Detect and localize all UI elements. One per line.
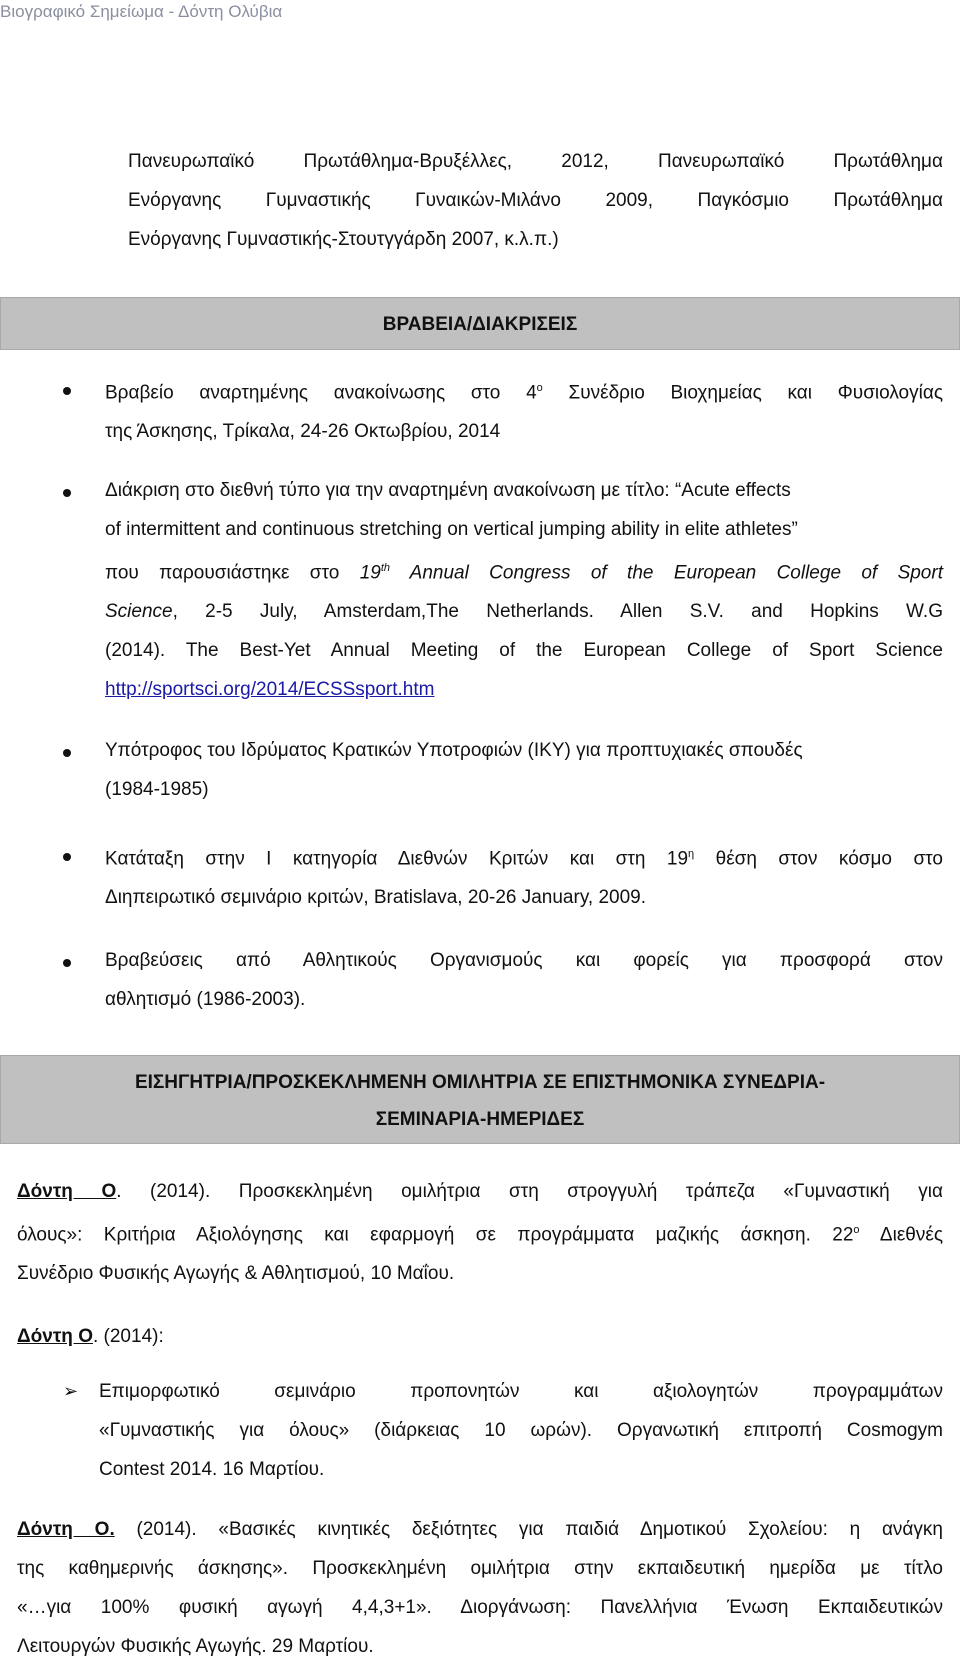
- speaker-entry: [17, 1172, 943, 1293]
- bullet-icon: [63, 749, 71, 757]
- entry-line: «Γυμναστικής για όλους» (διάρκειας 10 ωρών). Οργανωτική επιτροπή Cosmogym: [99, 1420, 943, 1441]
- award-line: της Άσκησης, Τρίκαλα, 24-26 Οκτωβρίου, 2014: [105, 421, 501, 443]
- award-item: [105, 471, 943, 709]
- section-heading-speaker: [0, 1055, 960, 1144]
- bullet-icon: [63, 489, 71, 497]
- bullet-icon: [63, 853, 71, 861]
- author-name: Δόντη Ο.: [17, 1519, 115, 1540]
- bullet-icon: [63, 387, 71, 395]
- award-line: Διηπειρωτικό σεμινάριο κριτών, Bratislava, 20-26 January, 2009.: [105, 887, 647, 909]
- entry-line: Δόντη Ο. (2014):: [17, 1326, 164, 1347]
- award-item: [105, 369, 943, 451]
- award-line: [105, 670, 943, 709]
- bullet-icon: [63, 959, 71, 967]
- award-line: Βραβείο αναρτημένης ανακοίνωσης στο $4^o$ Συνέδριο Βιοχημείας και Φυσιολογίας: [105, 382, 943, 404]
- award-item: [105, 941, 943, 1019]
- award-line: αθλητισμό (1986-2003).: [105, 989, 306, 1010]
- speaker-entry: [17, 1317, 943, 1356]
- award-line: Βραβεύσεις από Αθλητικούς Οργανισμούς και φορείς για προσφορά στον: [105, 950, 943, 971]
- award-line: Science, 2-5 July, Amsterdam,The Netherlands. Allen S.V. and Hopkins W.G: [105, 601, 943, 623]
- speaker-heading-line: ΕΙΣΗΓΗΤΡΙΑ/ΠΡΟΣΚΕΚΛΗΜΕΝΗ ΟΜΙΛΗΤΡΙΑ ΣΕ ΕΠΙΣΤΗΜΟΝΙΚΑ ΣΥΝΕΔΡΙΑ-: [134, 1072, 826, 1093]
- speaker-entry: [17, 1510, 943, 1666]
- intro-line: Ενόργανης Γυμναστικής-Στουτγγάρδη 2007, κ.λ.π.): [128, 229, 559, 250]
- entry-line: Λειτουργών Φυσικής Αγωγής. 29 Μαρτίου.: [17, 1636, 374, 1657]
- document-title: Βιογραφικό Σημείωμα - Δόντη Ολύβια: [0, 2, 283, 21]
- entry-line: Δόντη Ο. (2014). Προσκεκλημένη ομιλήτρια στη στρογγυλή τράπεζα «Γυμναστική για: [17, 1181, 943, 1202]
- speaker-heading-line: ΣΕΜΙΝΑΡΙΑ-ΗΜΕΡΙΔΕΣ: [375, 1109, 585, 1130]
- award-line: Διάκριση στο διεθνή τύπο για την αναρτημένη ανακοίνωση με τίτλο: “Acute effects: [105, 480, 791, 501]
- author-name: Δόντη Ο: [17, 1326, 93, 1347]
- entry-line: της καθημερινής άσκησης». Προσκεκλημένη ομιλήτρια στην εκπαιδευτική ημερίδα με τίτλο: [17, 1558, 943, 1579]
- entry-line: Επιμορφωτικό σεμινάριο προπονητών και αξιολογητών προγραμμάτων: [99, 1381, 943, 1402]
- entry-line: Δόντη Ο. (2014). «Βασικές κινητικές δεξιότητες για παιδιά Δημοτικού Σχολείου: η ανάγκη: [17, 1519, 943, 1540]
- award-line: Υπότροφος του Ιδρύματος Κρατικών Υποτροφιών (ΙΚΥ) για προπτυχιακές σπουδές: [105, 740, 803, 761]
- award-line: (2014). The Best-Yet Annual Meeting of the European College of Sport Science: [105, 640, 943, 662]
- award-line: of intermittent and continuous stretching on vertical jumping ability in elite athletes”: [105, 519, 798, 540]
- speaker-subitem: [99, 1372, 943, 1489]
- award-line: (1984-1985): [105, 779, 209, 800]
- entry-line: όλους»: Κριτήρια Αξιολόγησης και εφαρμογή σε προγράμματα μαζικής άσκηση. $22^o$ Διεθνές: [17, 1224, 943, 1246]
- award-item: [105, 731, 943, 809]
- intro-paragraph: [128, 142, 943, 259]
- intro-line: Ενόργανης Γυμναστικής Γυναικών-Μιλάνο 2009, Παγκόσμιο Πρωτάθλημα: [128, 190, 943, 211]
- entry-line: Συνέδριο Φυσικής Αγωγής & Αθλητισμού, 10 Μαΐου.: [17, 1263, 455, 1285]
- author-name: Δόντη Ο: [17, 1181, 117, 1202]
- award-item: [105, 835, 943, 917]
- arrow-bullet-icon: ➢: [63, 1381, 79, 1401]
- entry-line: Contest 2014. 16 Μαρτίου.: [99, 1459, 325, 1480]
- ecss-link[interactable]: http://sportsci.org/2014/ECSSsport.htm: [105, 679, 435, 701]
- intro-line: Πανευρωπαϊκό Πρωτάθλημα-Βρυξέλλες, 2012, Πανευρωπαϊκό Πρωτάθλημα: [128, 151, 943, 172]
- award-line: Κατάταξη στην Ι κατηγορία Διεθνών Κριτών και στη $19^\eta$ θέση στον κόσμο στο: [105, 848, 943, 870]
- section-heading-awards: ΒΡΑΒΕΙΑ/ΔΙΑΚΡΙΣΕΙΣ: [0, 297, 960, 350]
- award-line: που παρουσιάστηκε στο 19th Annual Congress of the European College of Sport: [105, 562, 943, 584]
- entry-line: «…για 100% φυσική αγωγή 4,4,3+1». Διοργάνωση: Πανελλήνια Ένωση Εκπαιδευτικών: [17, 1597, 943, 1618]
